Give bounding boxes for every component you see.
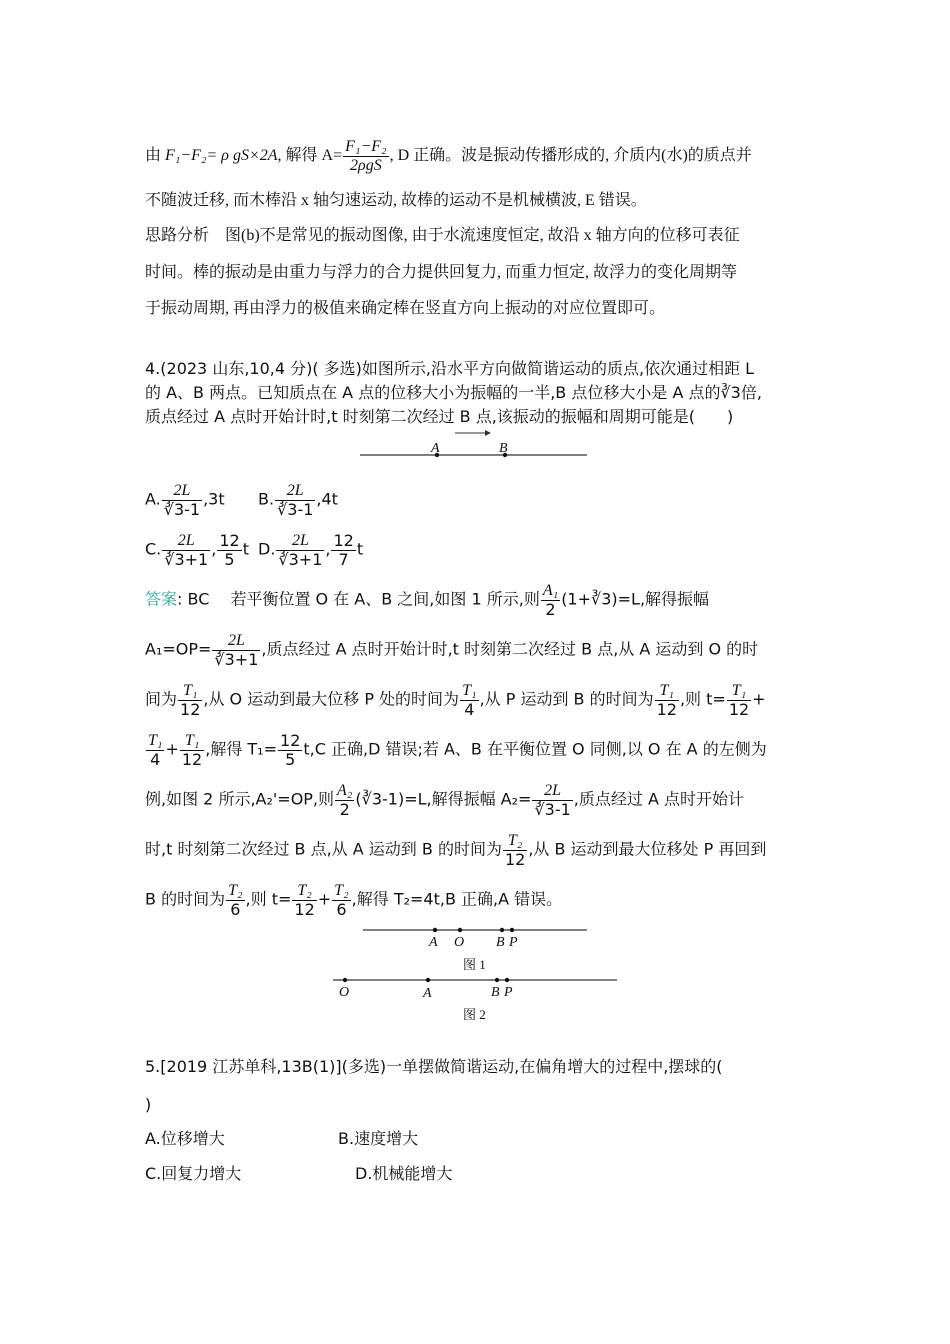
- ans4-line-4: [145, 732, 767, 768]
- q5-option-a[interactable]: A.位移增大: [145, 1129, 225, 1148]
- fraction: [292, 882, 316, 918]
- answer-text: ,从 B 运动到最大位移处 P 再回到: [528, 839, 767, 859]
- prev-formula: F₁−F₂= ρ gS×2A: [165, 146, 278, 164]
- q4-line-3: 质点经过 A 点时开始计时,t 时刻第二次经过 B 点,该振动的振幅和周期可能是( ): [145, 407, 734, 426]
- fraction-den: ∛3+1: [164, 549, 209, 569]
- fraction: [335, 782, 354, 818]
- answer-text: ,则 t=: [679, 689, 726, 709]
- fraction-num: T₂: [334, 882, 349, 899]
- answer-text: B 的时间为: [145, 889, 226, 909]
- prev-text: , D 正确。波是振动传播形成的, 介质内(水)的质点并: [389, 146, 752, 164]
- option-label: D.: [258, 539, 276, 559]
- fraction-den: 6: [336, 899, 347, 919]
- prev-text: , 解得 A=: [277, 146, 343, 164]
- fraction: [162, 482, 202, 518]
- q5-line-1: 5.[2019 江苏单科,13B(1)](多选)一单摆做简谐运动,在偏角增大的过程中,摆球的(: [145, 1057, 723, 1076]
- fraction-den: 12: [656, 699, 677, 719]
- q4-line-2: 的 A、B 两点。已知质点在 A 点的位移大小为振幅的一半,B 点位移大小是 A 点的∛3倍,: [145, 383, 762, 402]
- fraction-den: ∛3+1: [214, 649, 259, 669]
- fraction: [178, 682, 202, 718]
- fraction: [180, 732, 204, 768]
- fraction-num: T₁: [655, 682, 679, 701]
- figure-2-caption: 图 2: [463, 1007, 486, 1022]
- fraction-num: T₁: [178, 682, 202, 701]
- ans4-line-7: [145, 882, 562, 918]
- q4-line-1: 4.(2023 山东,10,4 分)( 多选)如图所示,沿水平方向做简谐运动的质点,依次通过相距 L: [145, 359, 755, 378]
- fraction-num: A₁: [542, 582, 559, 599]
- answer-text: 时,t 时刻第二次经过 B 点,从 A 运动到 B 的时间为: [145, 839, 502, 859]
- answer-text: ,解得 T₁=: [205, 739, 278, 759]
- fraction-num: A₂: [337, 782, 353, 799]
- label-p: P: [504, 985, 513, 1000]
- fraction-den: 2: [339, 799, 350, 819]
- fraction-num: 2L: [162, 482, 202, 501]
- fraction-den: 12: [181, 749, 203, 769]
- answer-figure-2: [330, 970, 620, 1002]
- fraction: [331, 532, 355, 568]
- answer-text: t,C 正确,D 错误;若 A、B 在平衡位置 O 同侧,以 O 在 A 的左侧为: [303, 739, 767, 759]
- fraction: [276, 532, 324, 568]
- answer-text: +: [752, 689, 766, 709]
- q5-option-c[interactable]: C.回复力增大: [145, 1164, 242, 1183]
- answer-text: ,从 P 运动到 B 的时间为: [479, 689, 654, 709]
- fraction-den: 12: [294, 899, 315, 919]
- answer-label: 答案: [145, 589, 178, 609]
- fraction-num: T₂: [503, 832, 527, 851]
- answer-text: ,则 t=: [245, 889, 292, 909]
- fraction: [532, 782, 572, 818]
- answer-text: : BC 若平衡位置 O 在 A、B 之间,如图 1 所示,则: [177, 589, 540, 609]
- fraction-den: 4: [150, 749, 161, 769]
- label-o: O: [454, 935, 465, 950]
- fraction: [226, 882, 244, 918]
- fraction: [146, 732, 164, 768]
- fraction-den: 5: [224, 549, 235, 569]
- fraction-den: ∛3-1: [277, 499, 314, 519]
- fraction-num: 2L: [275, 482, 315, 501]
- q4-option-b[interactable]: [258, 482, 338, 518]
- fraction-num: 2L: [276, 532, 324, 551]
- fraction-den: ∛3-1: [163, 499, 201, 519]
- figure-1-caption: 图 1: [463, 957, 486, 972]
- q5-line-2: ): [145, 1095, 152, 1114]
- fraction-num: 12: [333, 531, 354, 550]
- fraction: [212, 632, 260, 668]
- point-o: [343, 978, 347, 982]
- ans4-line-6: [145, 832, 766, 868]
- prev-line-5: 于振动周期, 再由浮力的极值来确定棒在竖直方向上振动的对应位置即可。: [145, 300, 666, 317]
- ans4-line-2: [145, 632, 758, 668]
- fraction-num: T₁: [180, 732, 204, 751]
- fraction-num: T₁: [727, 682, 751, 701]
- answer-figure-1: [355, 920, 595, 952]
- fraction: [655, 682, 679, 718]
- q4-option-d[interactable]: D. $\frac{2L}{∛3+1}$ , $\frac{12}{7}$ t: [258, 531, 364, 569]
- answer-text: A₁=OP=: [145, 639, 212, 659]
- answer-text: 例,如图 2 所示,A₂'=OP,则: [145, 789, 335, 809]
- fraction-den: 7: [338, 549, 349, 569]
- label-p: P: [509, 935, 518, 950]
- label-b: B: [491, 985, 500, 1000]
- answer-text: +: [165, 739, 179, 759]
- fraction: [217, 532, 241, 568]
- q5-option-b[interactable]: B.速度增大: [338, 1129, 419, 1148]
- fraction-den: 4: [464, 699, 475, 719]
- fraction-den: 2: [545, 599, 556, 619]
- option-label: C.: [145, 539, 162, 559]
- prev-text: 由: [145, 146, 166, 164]
- q4-option-c[interactable]: C. $\frac{2L}{∛3+1}$ , $\frac{12}{5}$ t: [145, 531, 249, 569]
- fraction-num: 2L: [212, 632, 260, 651]
- fraction-num: T₁: [462, 682, 477, 699]
- answer-text: ,从 O 运动到最大位移 P 处的时间为: [203, 689, 460, 709]
- label-b: B: [499, 441, 508, 456]
- fraction: [332, 882, 350, 918]
- label-o: O: [339, 985, 350, 1000]
- ans4-line-1: [145, 582, 709, 618]
- fraction: [727, 682, 751, 718]
- q5-option-d[interactable]: D.机械能增大: [355, 1164, 453, 1183]
- fraction-num: T₂: [292, 882, 316, 901]
- fraction-den: ∛3+1: [278, 549, 323, 569]
- fraction: [503, 832, 527, 868]
- fraction-den: ∛3-1: [534, 799, 571, 819]
- fraction-den: 2ρgS: [350, 156, 382, 174]
- fraction-den: 6: [230, 899, 241, 919]
- fraction-num: F₁−F₂: [345, 138, 387, 155]
- prev-line-3: 思路分析 图(b)不是常见的振动图像, 由于水流速度恒定, 故沿 x 轴方向的位移可表征: [145, 227, 740, 244]
- point-p: [510, 928, 514, 932]
- fraction: [343, 138, 388, 174]
- fraction: [541, 582, 560, 618]
- fraction: [278, 732, 302, 768]
- answer-text: 间为: [145, 689, 178, 709]
- ans4-line-3: [145, 682, 766, 718]
- label-a: A: [429, 935, 438, 950]
- fraction-num: 2L: [162, 532, 210, 551]
- option-text: t: [356, 539, 364, 559]
- option-label: B.: [258, 489, 275, 509]
- answer-text: ,质点经过 A 点时开始计时,t 时刻第二次经过 B 点,从 A 运动到 O 的时: [261, 639, 759, 659]
- answer-text: (∛3-1)=L,解得振幅 A₂=: [355, 789, 532, 809]
- prev-line-2: 不随波迁移, 而木棒沿 x 轴匀速运动, 故棒的运动不是机械横波, E 错误。: [145, 192, 647, 209]
- fraction: [275, 482, 315, 518]
- fraction-num: T₂: [228, 882, 243, 899]
- fraction-den: 12: [728, 699, 750, 719]
- prev-line-1: [145, 138, 752, 174]
- answer-text: ,质点经过 A 点时开始计: [573, 789, 744, 809]
- fraction-num: 12: [280, 731, 301, 750]
- point-a: [426, 978, 430, 982]
- point-o: [458, 928, 462, 932]
- fraction: [460, 682, 478, 718]
- option-text: t: [242, 539, 249, 559]
- point-a: [433, 928, 437, 932]
- answer-text: (1+∛3)=L,解得振幅: [561, 589, 710, 609]
- q4-figure: [355, 428, 595, 462]
- option-label: A.: [145, 489, 161, 509]
- fraction-num: 2L: [532, 782, 572, 801]
- answer-text: +: [317, 889, 332, 909]
- point-b: [500, 928, 504, 932]
- fraction-num: T₁: [148, 732, 163, 749]
- option-text: ,4t: [316, 489, 338, 509]
- label-a: A: [423, 986, 432, 1001]
- fraction-den: 12: [180, 699, 201, 719]
- label-b: B: [496, 935, 505, 950]
- point-b: [495, 978, 499, 982]
- arrow-head: [485, 430, 491, 436]
- fraction-den: 12: [504, 849, 526, 869]
- q4-option-a[interactable]: [145, 482, 225, 518]
- fraction: [162, 532, 210, 568]
- label-a: A: [431, 441, 440, 456]
- answer-text: ,解得 T₂=4t,B 正确,A 错误。: [351, 889, 563, 909]
- fraction-den: 5: [285, 749, 296, 769]
- prev-line-4: 时间。棒的振动是由重力与浮力的合力提供回复力, 而重力恒定, 故浮力的变化周期等: [145, 264, 738, 281]
- point-p: [505, 978, 509, 982]
- option-text: ,3t: [203, 489, 225, 509]
- fraction-num: 12: [219, 531, 240, 550]
- ans4-line-5: [145, 782, 744, 818]
